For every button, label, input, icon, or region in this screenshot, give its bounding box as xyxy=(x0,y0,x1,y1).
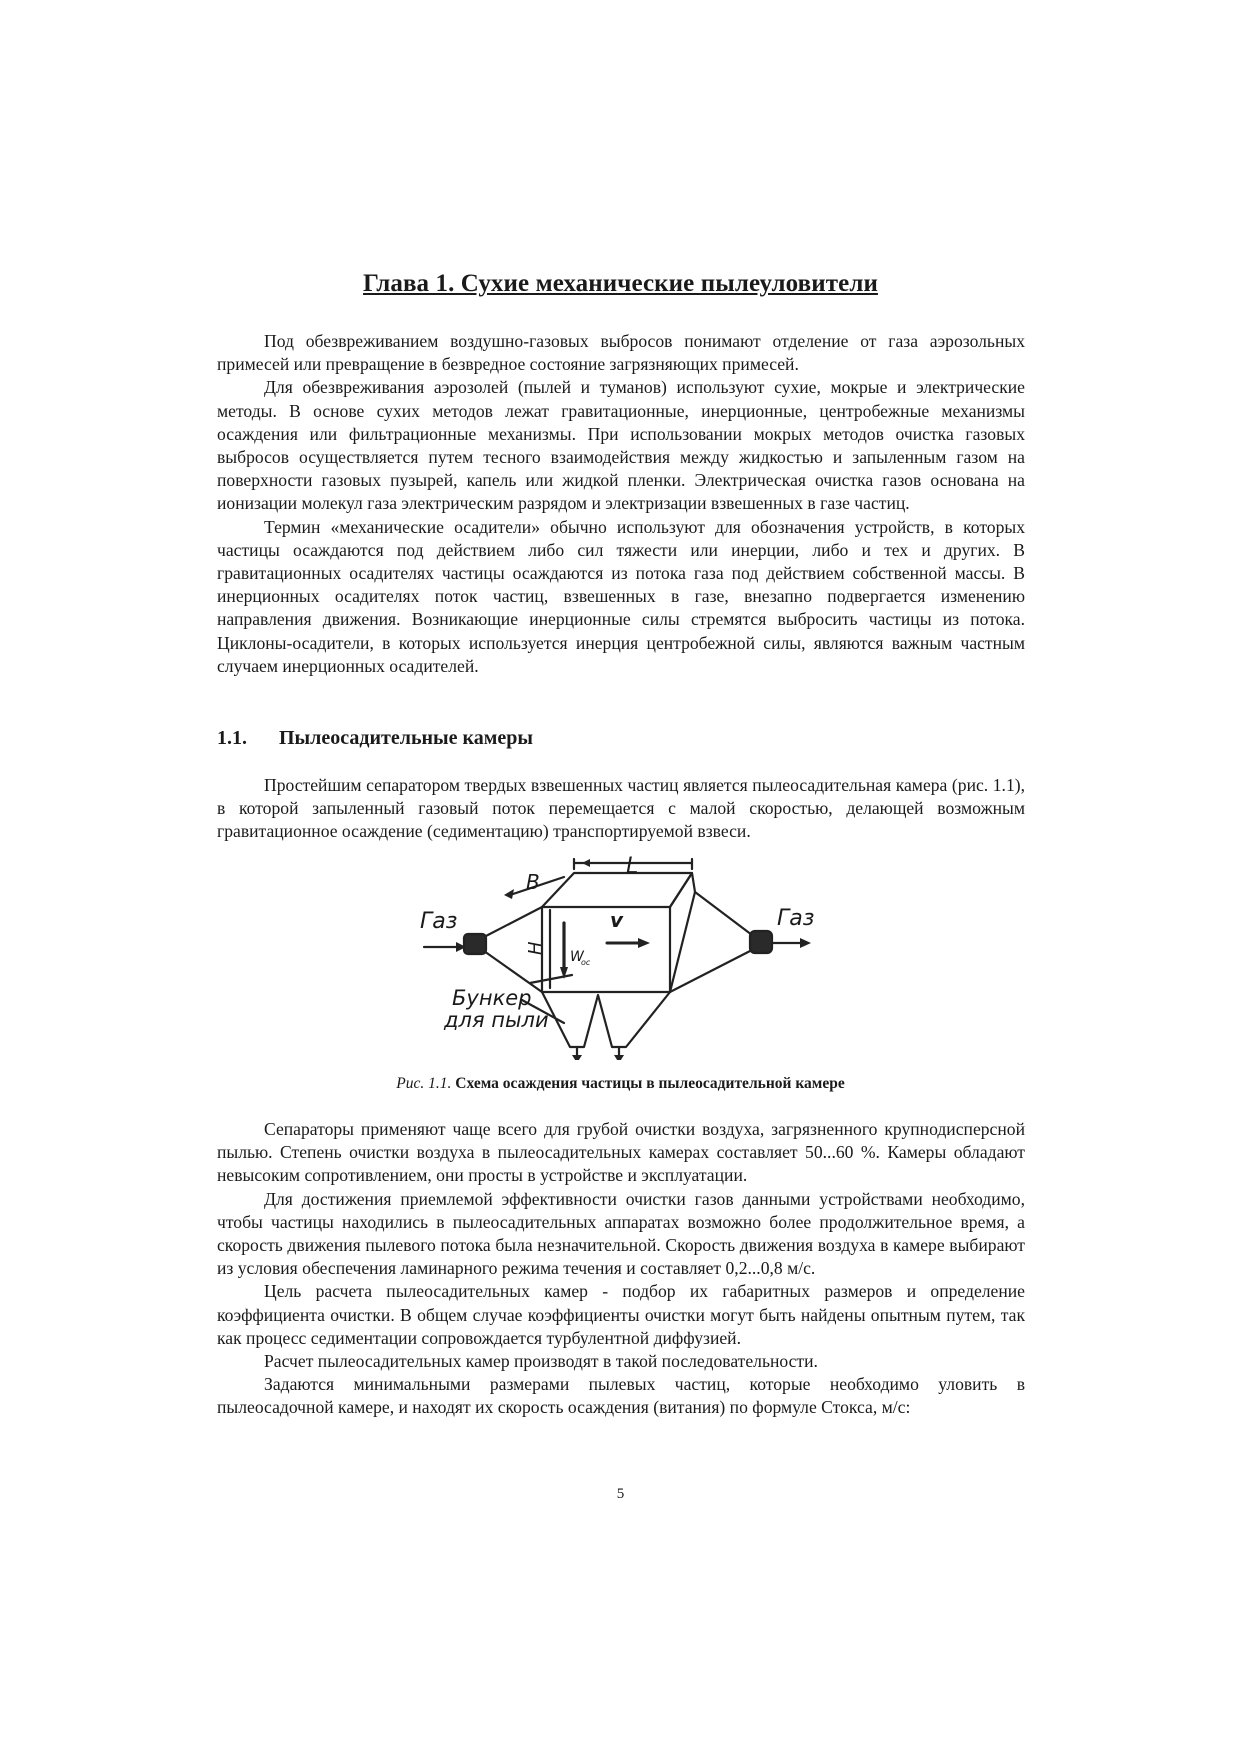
section-intro-text xyxy=(217,774,1025,844)
gas-outlet-label: Газ xyxy=(777,906,815,931)
bunker-label-line2: для пыли xyxy=(444,1008,549,1032)
paragraph: Для достижения приемлемой эффективности очистки газов данными устройствами необходимо, чтобы частицы находились в пылеосадительных аппаратах возможно более продолжительное время, а скорость движения пылевого потока была незначительной. Скорость движения воздуха в камере выбирают из условия обеспечения ламинарного режима течения и составляет 0,2...0,8 м/с. xyxy=(217,1188,1025,1279)
paragraph: Расчет пылеосадительных камер производят в такой последовательности. xyxy=(264,1351,818,1372)
inlet-pipe xyxy=(464,934,486,954)
chapter-title: Глава 1. Сухие механические пылеуловители xyxy=(363,270,878,297)
dust-chamber-figure xyxy=(412,855,824,1060)
section-title: Пылеосадительные камеры xyxy=(279,727,534,749)
paragraph: Под обезвреживанием воздушно-газовых выбросов понимают отделение от газа аэрозольных примесей или превращение в безвредное состояние загрязняющих примесей. xyxy=(217,331,1025,375)
dust-chamber-diagram xyxy=(412,855,824,1060)
chamber-body xyxy=(542,907,670,992)
page-number: 5 xyxy=(616,1486,625,1502)
figure-caption xyxy=(0,1075,1241,1093)
paragraph: Простейшим сепаратором твердых взвешенных частиц является пылеосадительная камера (рис. 1.1), в которой запыленный газовый поток перемещается с малой скоростью, делающей возможным гравитационное осаждение (седиментацию) транспортируемой взвеси. xyxy=(217,775,1025,842)
figure-caption-label: Рис. 1.1. xyxy=(396,1075,452,1092)
paragraph: Для обезвреживания аэрозолей (пылей и туманов) используют сухие, мокрые и электрические методы. В основе сухих методов лежат гравитационные, инерционные, центробежные механизмы осаждения или фильтрационные механизмы. При использовании мокрых методов очистка газовых выбросов осуществляется путем тесного взаимодействия между жидкостью и запыленным газом на поверхности газовых пузырей, капель или жидкой пленки. Электрическая очистка газов основана на ионизации молекул газа электрическим разрядом и электризации взвешенных в газе частиц. xyxy=(217,377,1025,514)
paragraph: Цель расчета пылеосадительных камер - подбор их габаритных размеров и определение коэффициента очистки. В общем случае коэффициенты очистки могут быть найдены опытным путем, так как процесс седиментации сопровождается турбулентной диффузией. xyxy=(217,1281,1025,1348)
paragraph: Задаются минимальными размерами пылевых частиц, которые необходимо уловить в пылеосадочной камере, и находят их скорость осаждения (витания) по формуле Стокса, м/с: xyxy=(217,1374,1025,1418)
dust-hoppers xyxy=(542,992,670,1047)
settling-subscript: ос xyxy=(581,958,591,967)
width-label: B xyxy=(526,870,540,894)
gas-inlet-label: Газ xyxy=(420,909,458,934)
bunker-label: Бункер xyxy=(452,986,532,1010)
intro-text xyxy=(217,330,1025,678)
height-label: H xyxy=(525,941,546,955)
section-number: 1.1. xyxy=(217,727,247,749)
velocity-label: v xyxy=(610,908,624,932)
paragraph: Термин «механические осадители» обычно используют для обозначения устройств, в которых частицы осаждаются под действием либо сил тяжести или инерции, либо и тех и других. В гравитационных осадителях частицы осаждаются из потока газа под действием собственной массы. В инерционных осадителях поток частиц, взвешенных в газе, внезапно подвергается изменению направления движения. Возникающие инерционные силы стремятся выбросить частицы из потока. Циклоны-осадители, в которых используется инерция центробежной силы, являются важным частным случаем инерционных осадителей. xyxy=(217,516,1025,676)
settling-label: W xyxy=(570,949,584,965)
length-label: L xyxy=(626,855,639,879)
outlet-pipe xyxy=(750,931,772,953)
body-text xyxy=(217,1118,1025,1420)
paragraph: Сепараторы применяют чаще всего для грубой очистки воздуха, загрязненного крупнодисперсной пылью. Степень очистки воздуха в пылеосадительных камерах составляет 50...60 %. Камеры обладают невысоким сопротивлением, они просты в устройстве и эксплуатации. xyxy=(217,1119,1025,1186)
section-heading xyxy=(217,727,533,750)
figure-caption-text: Схема осаждения частицы в пылеосадительной камере xyxy=(455,1075,845,1092)
